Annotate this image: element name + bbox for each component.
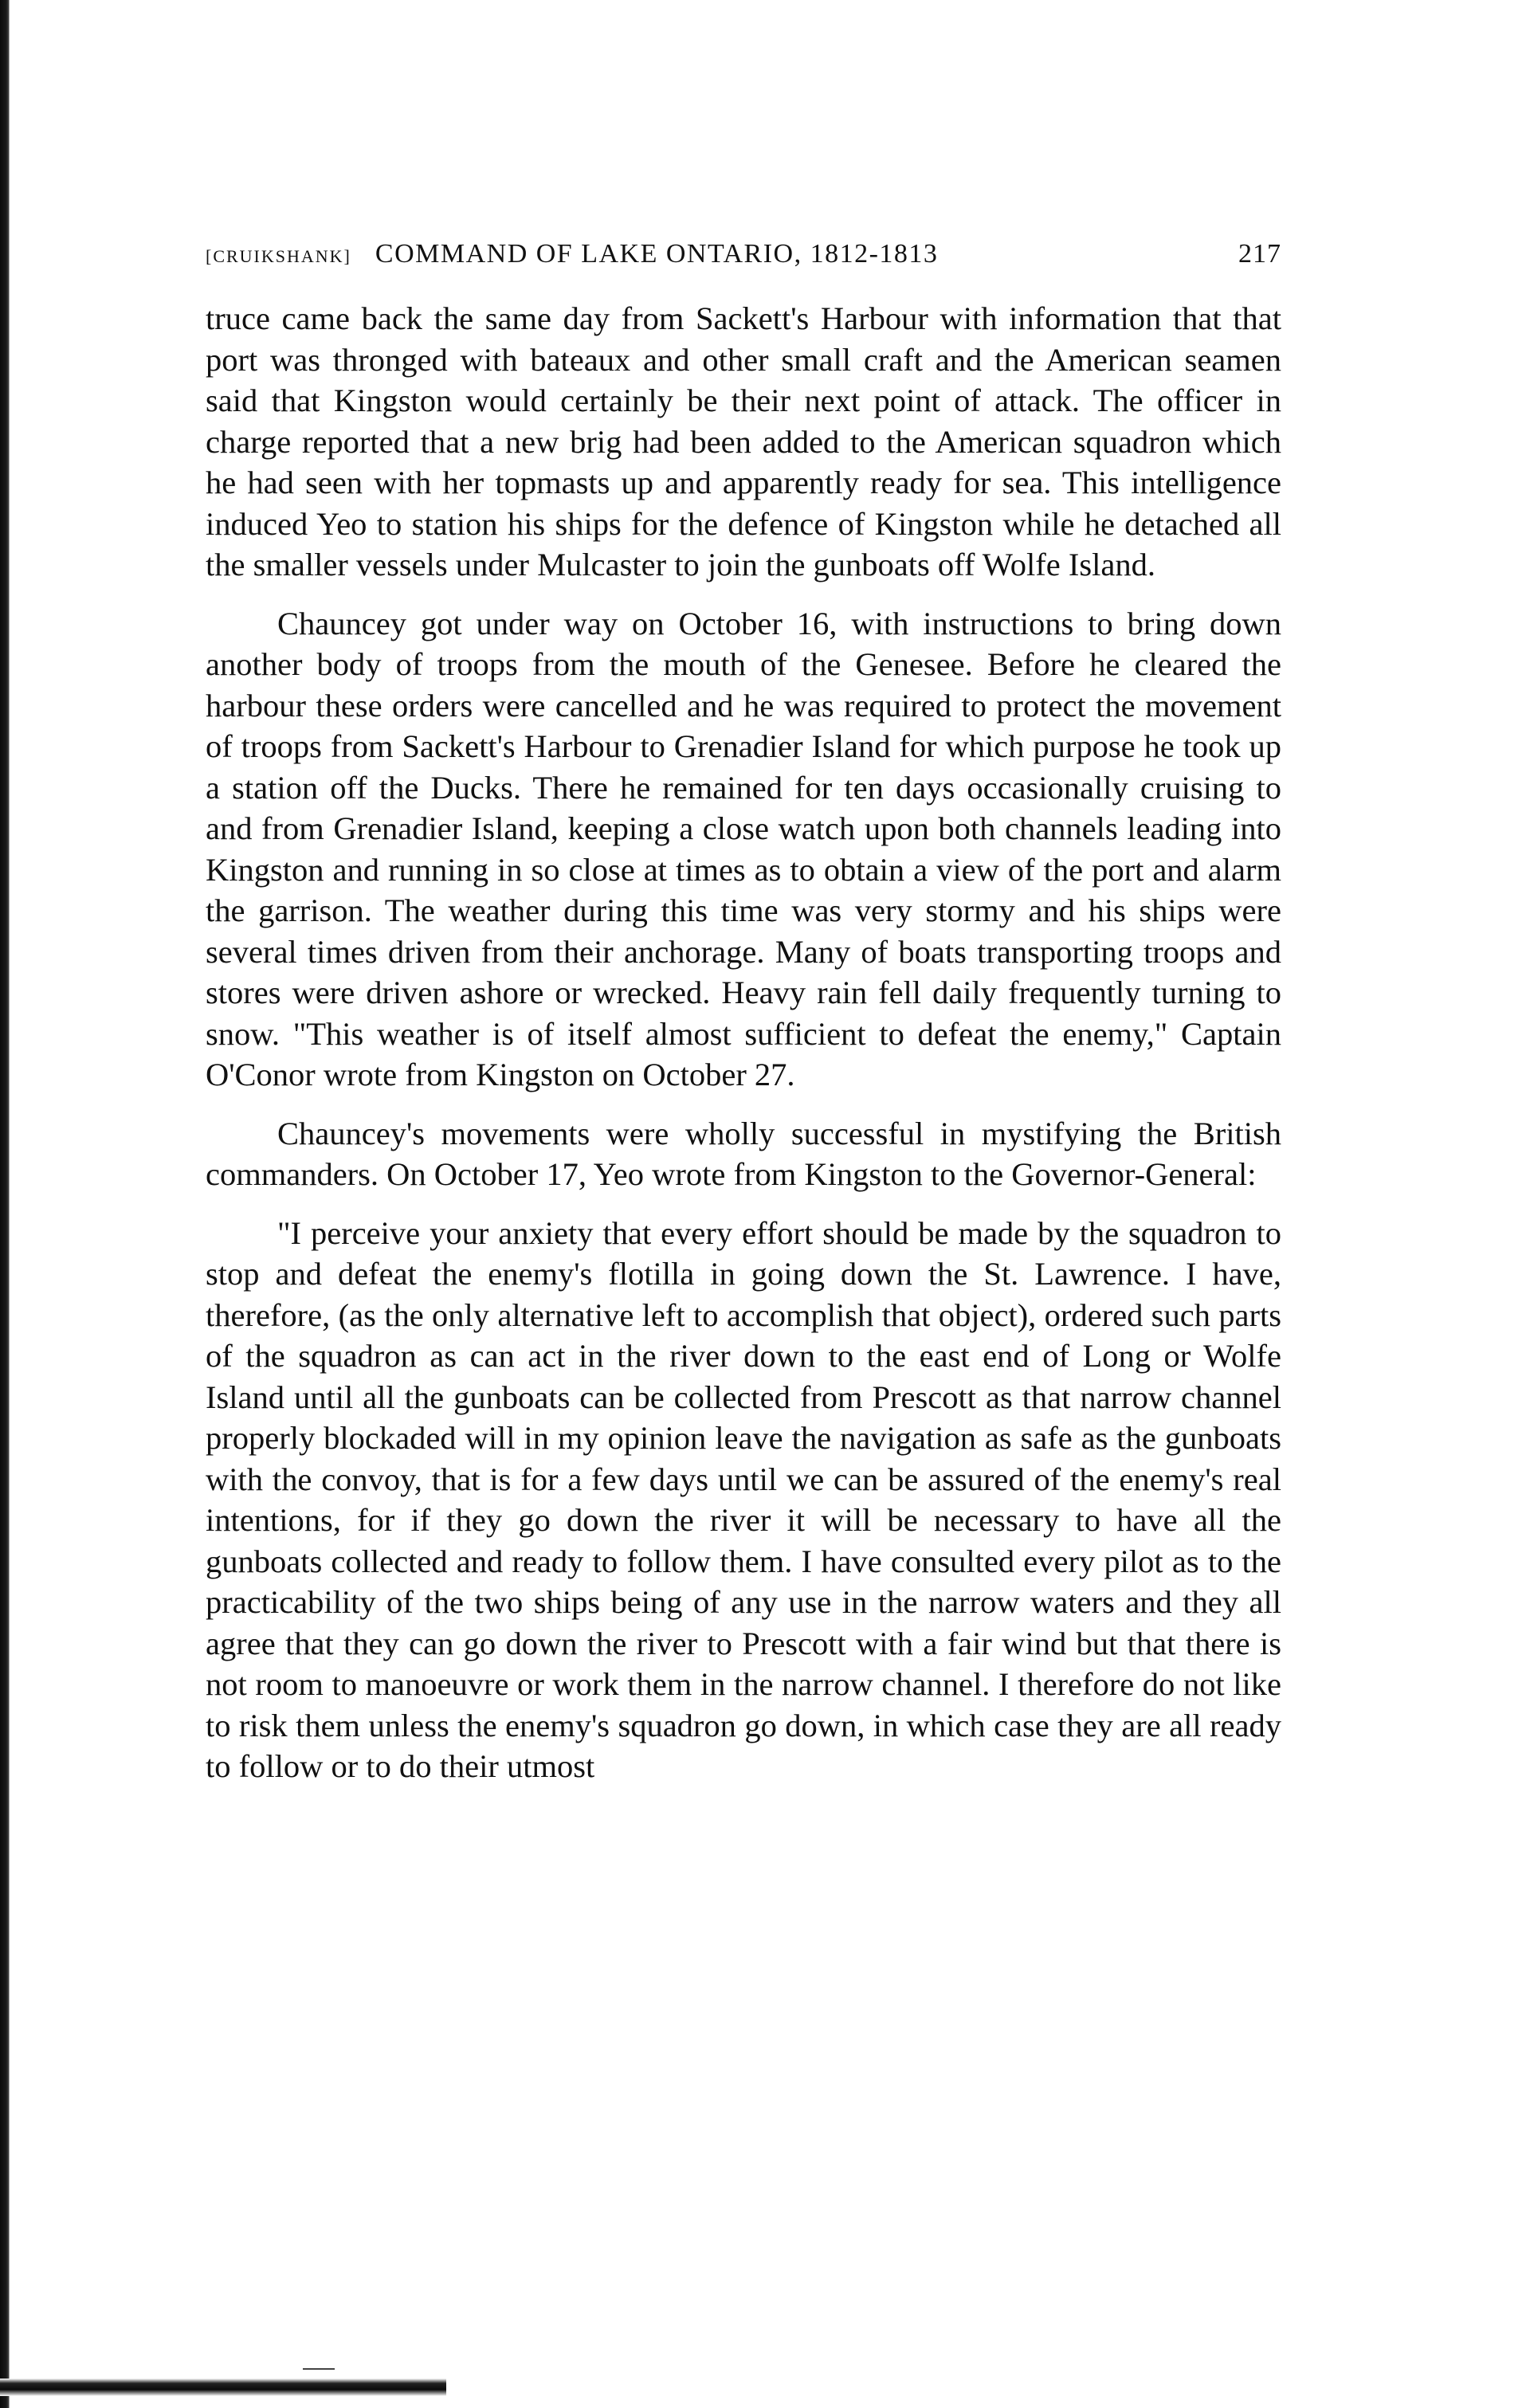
- running-head-title: COMMAND OF LAKE ONTARIO, 1812-1813: [375, 239, 939, 269]
- paragraph-3: Chauncey's movements were wholly successful in mystifying the British commanders. On October 17, Yeo wrote from Kingston to the Governor-General:: [206, 1115, 1281, 1192]
- book-page: [206, 239, 1281, 1805]
- page-binding-tail: [303, 2368, 335, 2370]
- running-head-author: [CRUIKSHANK]: [206, 246, 351, 266]
- paragraph-1: truce came back the same day from Sackett's Harbour with information that that port was thronged with bateaux and other small craft and the American seamen said that Kingston would certainly be their next point of attack. The officer in charge reported that a new brig had been added to the American squadron which he had seen with her topmasts up and apparently ready for sea. This intelligence induced Yeo to station his ships for the defence of Kingston while he detached all the smaller vessels under Mulcaster to join the gunboats off Wolfe Island.: [206, 300, 1281, 582]
- page-binding-edge: [0, 0, 10, 2408]
- page-binding-bottom: [0, 2379, 446, 2396]
- quoted-letter: "I perceive your anxiety that every effort should be made by the squadron to stop and defeat the enemy's flotilla in going down the St. Lawrence. I have, therefore, (as the only alternative left to accomplish that object), ordered such parts of the squadron as can act in the river down to the east end of Long or Wolfe Island until all the gunboats can be collected from Prescott as that narrow channel properly blockaded will in my opinion leave the navigation as safe as the gunboats with the convoy, that is for a few days until we can be assured of the enemy's real intentions, for if they go down the river it will be necessary to have all the gunboats collected and ready to follow them. I have consulted every pilot as to the practicability of the two ships being of any use in the narrow waters and they all agree that they can go down the river to Prescott with a fair wind but that there is not room to manoeuvre or work them in the narrow channel. I therefore do not like to risk them unless the enemy's squadron go down, in which case they are all ready to follow or to do their utmost: [206, 1214, 1281, 1784]
- paragraph-2: Chauncey got under way on October 16, with instructions to bring down another body of troops from the mouth of the Genesee. Before he cleared the harbour these orders were cancelled and he was required to protect the movement of troops from Sackett's Harbour to Grenadier Island for which purpose he took up a station off the Ducks. There he remained for ten days occasionally cruising to and from Grenadier Island, keeping a close watch upon both channels leading into Kingston and running in so close at times as to obtain a view of the port and alarm the garrison. The weather during this time was very stormy and his ships were several times driven from their anchorage. Many of boats transporting troops and stores were driven ashore or wrecked. Heavy rain fell daily frequently turning to snow. "This weather is of itself almost sufficient to defeat the enemy," Captain O'Conor wrote from Kingston on October 27.: [206, 605, 1281, 1092]
- running-head: [206, 239, 1281, 269]
- page-number: 217: [1238, 239, 1281, 269]
